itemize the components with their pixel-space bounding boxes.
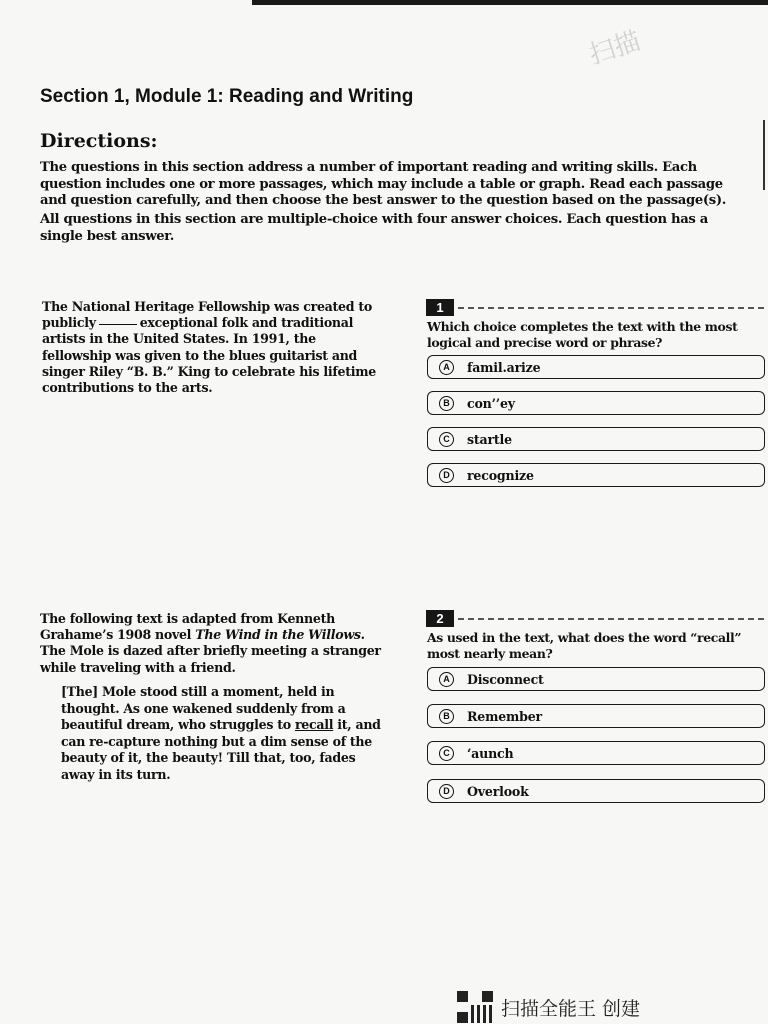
- choice-letter-icon: A: [439, 672, 454, 687]
- q2-choice-a[interactable]: [427, 667, 765, 691]
- q2-quoted-passage: [61, 684, 391, 783]
- qr-code-icon: [457, 991, 493, 1023]
- q2-intro-2: . The Mole is dazed after briefly meeting a stranger while traveling with a friend.: [40, 627, 381, 675]
- q2-choice-b[interactable]: [427, 704, 765, 728]
- q1-header-rule: [458, 307, 764, 309]
- choice-text: Remember: [467, 708, 542, 724]
- section-title: Section 1, Module 1: Reading and Writing: [40, 86, 414, 107]
- q1-passage-before: The National Heritage Fellowship was created to publicly: [42, 299, 372, 331]
- q2-question-text: As used in the text, what does the word “recall” most nearly mean?: [427, 630, 742, 661]
- q1-passage: [42, 299, 387, 396]
- choice-letter-icon: B: [439, 396, 454, 411]
- directions-paragraph-2: All questions in this section are multiple-choice with four answer choices. Each question has a single best answer.: [40, 212, 708, 244]
- q1-choice-d[interactable]: [427, 463, 765, 487]
- choice-text: recognize: [467, 467, 534, 483]
- choice-text: Disconnect: [467, 671, 544, 687]
- directions-heading: Directions:: [40, 130, 158, 152]
- q2-book-title: The Wind in the Willows: [195, 627, 361, 643]
- q2-passage-intro: [40, 611, 385, 676]
- q2-choice-c[interactable]: [427, 741, 765, 765]
- choice-letter-icon: C: [439, 746, 454, 761]
- scanner-label: 扫描全能王 创建: [501, 997, 641, 1020]
- q2-number-badge: 2: [426, 610, 454, 627]
- q1-passage-after: exceptional folk and traditional artists in the United States. In 1991, the fellowship was given to the blues guitarist and singer Riley “B. B.” King to celebrate his lifetime contributions to the arts.: [42, 315, 376, 396]
- choice-text: Overlook: [467, 783, 529, 799]
- choice-letter-icon: D: [439, 468, 454, 483]
- q2-header-rule: [458, 618, 764, 620]
- directions-paragraph-1: The questions in this section address a number of important reading and writing skills. Each question includes one or more passages, which may include a table or graph. Read each passage and question carefully, and then choose the best answer to the question based on the passage(s).: [40, 160, 726, 208]
- choice-text: startle: [467, 431, 512, 447]
- choice-letter-icon: C: [439, 432, 454, 447]
- choice-text: ‘aunch: [467, 745, 514, 761]
- scan-margin-line: [763, 120, 765, 190]
- q1-choice-a[interactable]: [427, 355, 765, 379]
- top-border-rule: [252, 0, 768, 5]
- q2-quote-2: it, and can re-capture nothing but a dim sense of the beauty of it, the beauty! Till that, too, fades away in its turn.: [61, 717, 381, 782]
- q1-question-text: Which choice completes the text with the most logical and precise word or phrase?: [427, 319, 738, 350]
- q2-intro-1: The following text is adapted from Kenneth Grahame’s 1908 novel: [40, 611, 335, 643]
- q1-number-badge: 1: [426, 299, 454, 316]
- q2-quote-1: [The] Mole stood still a moment, held in thought. As one wakened suddenly from a beautiful dream, who struggles to: [61, 684, 346, 732]
- faded-stamp-mark: 扫描: [585, 26, 645, 71]
- choice-letter-icon: B: [439, 709, 454, 724]
- q1-blank: [99, 324, 137, 325]
- q1-choice-b[interactable]: [427, 391, 765, 415]
- q2-choice-d[interactable]: [427, 779, 765, 803]
- scanner-watermark: [457, 990, 640, 1024]
- choice-text: con’’ey: [467, 395, 515, 411]
- choice-letter-icon: A: [439, 360, 454, 375]
- q2-quote-underlined-word: recall: [294, 717, 334, 732]
- choice-letter-icon: D: [439, 784, 454, 799]
- choice-text: famil.arize: [467, 359, 541, 375]
- q1-choice-c[interactable]: [427, 427, 765, 451]
